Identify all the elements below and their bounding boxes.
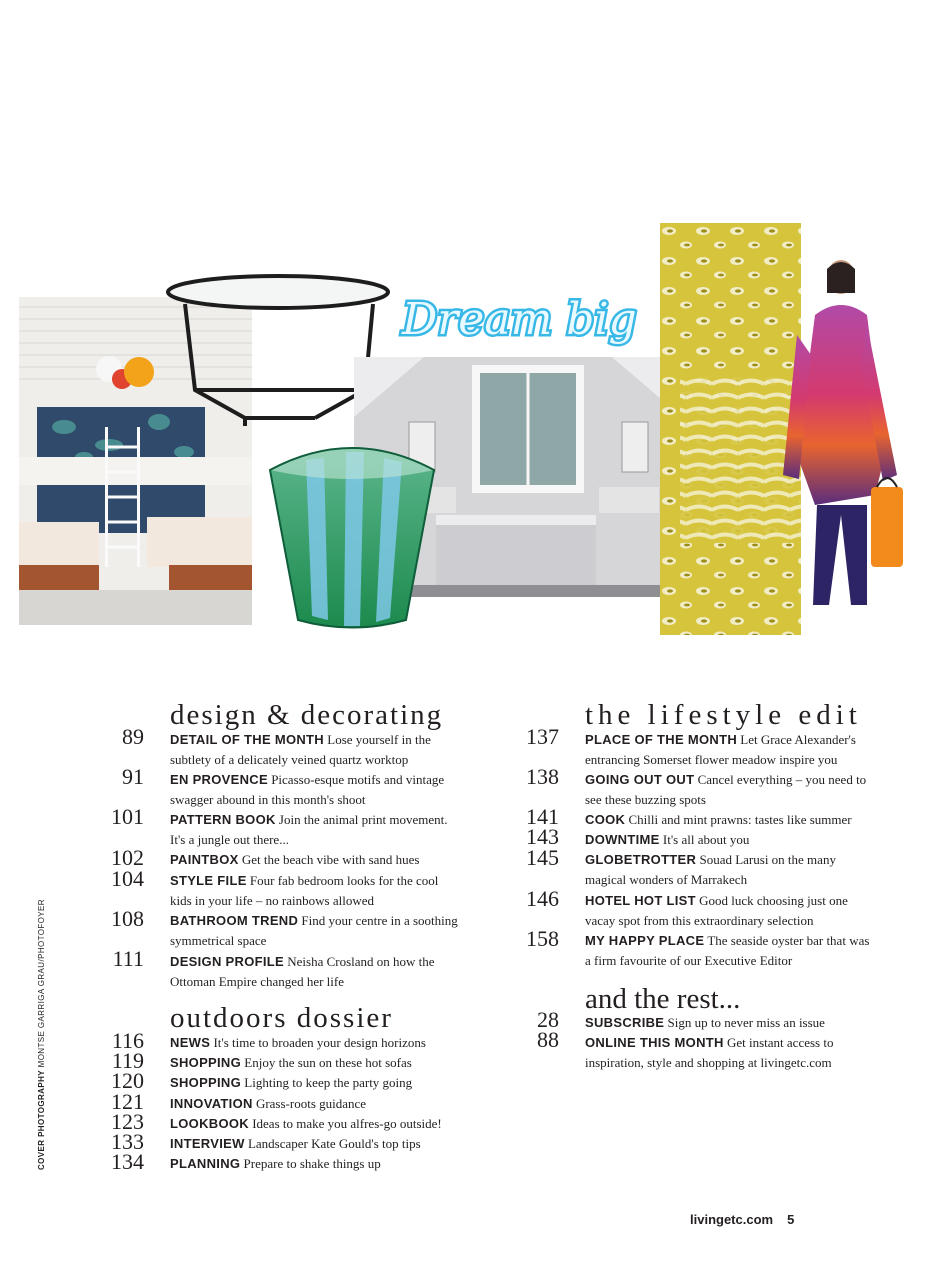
entry-keyword: INTERVIEW	[170, 1136, 245, 1151]
entry-keyword: PAINTBOX	[170, 852, 239, 867]
entry-text	[170, 911, 460, 951]
entry-keyword: SHOPPING	[170, 1055, 242, 1070]
entry-text	[170, 1073, 470, 1093]
entry-text	[585, 891, 875, 931]
entry-description: Cancel everything – you need to see these buzzing spots	[585, 772, 867, 807]
dream-big-neon-sign	[396, 278, 671, 362]
entry-keyword: HOTEL HOT LIST	[585, 893, 696, 908]
page-number: 137	[526, 724, 559, 749]
entry-keyword: GOING OUT OUT	[585, 772, 695, 787]
entry-description: Join the animal print movement. It's a jungle out there...	[170, 812, 448, 847]
striped-glass-tumbler-photo	[266, 430, 438, 630]
entry-keyword: BATHROOM TREND	[170, 913, 299, 928]
entry-text	[585, 850, 875, 890]
page-footer	[690, 1212, 794, 1227]
page-number: 102	[111, 845, 144, 870]
entry-keyword: EN PROVENCE	[170, 772, 268, 787]
entry-description: Let Grace Alexander's entrancing Somerset flower meadow inspire you	[585, 732, 856, 767]
entry-keyword: SUBSCRIBE	[585, 1015, 665, 1030]
entry-description: Chilli and mint prawns: tastes like summer	[628, 812, 852, 827]
page-number: 141	[526, 804, 559, 829]
page-number: 133	[111, 1129, 144, 1154]
page-number: 123	[111, 1109, 144, 1134]
entry-keyword: PATTERN BOOK	[170, 812, 276, 827]
entry-description: Get the beach vibe with sand hues	[241, 852, 420, 867]
page-number: 104	[111, 866, 144, 891]
entry-text	[170, 850, 460, 870]
entry-keyword: INNOVATION	[170, 1096, 253, 1111]
page-number: 101	[111, 804, 144, 829]
entry-keyword: DESIGN PROFILE	[170, 954, 284, 969]
entry-text	[585, 931, 875, 971]
entry-description: It's time to broaden your design horizons	[213, 1035, 426, 1050]
entry-description: Grass-roots guidance	[255, 1096, 367, 1111]
entry-keyword: DOWNTIME	[585, 832, 660, 847]
page-number: 89	[122, 724, 144, 749]
page-number: 111	[112, 946, 144, 971]
page-number: 134	[111, 1149, 144, 1174]
page-number: 146	[526, 886, 559, 911]
entry-description: Sign up to never miss an issue	[667, 1015, 825, 1030]
entry-text	[170, 1154, 470, 1174]
page-number: 108	[111, 906, 144, 931]
page-number: 143	[526, 824, 559, 849]
neon-sign-text: Dream big	[402, 294, 637, 345]
model-in-printed-dress-photo	[775, 255, 910, 635]
entry-description: Lose yourself in the subtlety of a delicately veined quartz worktop	[170, 732, 431, 767]
section-title-outdoors-dossier: outdoors dossier	[170, 1002, 393, 1034]
entry-text	[585, 810, 885, 830]
entry-text	[170, 730, 460, 770]
entry-text	[170, 770, 460, 810]
entry-keyword: GLOBETROTTER	[585, 852, 697, 867]
footer-page-number: 5	[787, 1212, 795, 1227]
page-number: 116	[111, 1028, 144, 1053]
entry-description: Ideas to make you alfres-go outside!	[252, 1116, 442, 1131]
entry-keyword: LOOKBOOK	[170, 1116, 249, 1131]
credit-names: MONTSE GARRIGA GRAU/PHOTOFOYER	[37, 899, 46, 1068]
entry-text	[170, 952, 460, 992]
entry-description: The seaside oyster bar that was a firm favourite of our Executive Editor	[585, 933, 870, 968]
entry-text	[170, 1094, 470, 1114]
credit-label: COVER PHOTOGRAPHY	[37, 1070, 46, 1170]
entry-text	[170, 1114, 470, 1134]
entry-text	[585, 730, 875, 770]
entry-keyword: DETAIL OF THE MONTH	[170, 732, 324, 747]
page-number: 88	[537, 1027, 559, 1052]
entry-description: Get instant access to inspiration, style and shopping at livingetc.com	[585, 1035, 834, 1070]
page-number: 145	[526, 845, 559, 870]
entry-keyword: PLANNING	[170, 1156, 241, 1171]
entry-text	[585, 1013, 885, 1033]
entry-description: Good luck choosing just one vacay spot from this extraordinary selection	[585, 893, 848, 928]
entry-description: Picasso-esque motifs and vintage swagger abound in this month's shoot	[170, 772, 445, 807]
entry-text	[170, 1134, 470, 1154]
page-number: 91	[122, 764, 144, 789]
entry-text	[170, 810, 460, 850]
entry-description: Four fab bedroom looks for the cool kids in your life – no rainbows allowed	[170, 873, 439, 908]
section-title-design-decorating: design & decorating	[170, 699, 444, 731]
page-number: 28	[537, 1007, 559, 1032]
entry-text	[585, 1033, 875, 1073]
entry-description: Prepare to shake things up	[243, 1156, 381, 1171]
entry-text	[170, 1033, 470, 1053]
entry-keyword: PLACE OF THE MONTH	[585, 732, 738, 747]
entry-text	[585, 770, 875, 810]
page-number: 121	[111, 1089, 144, 1114]
entry-keyword: MY HAPPY PLACE	[585, 933, 705, 948]
entry-description: Find your centre in a soothing symmetrical space	[170, 913, 458, 948]
entry-description: Lighting to keep the party going	[244, 1075, 413, 1090]
page-number: 158	[526, 926, 559, 951]
entry-description: Neisha Crosland on how the Ottoman Empire changed her life	[170, 954, 435, 989]
page-number: 119	[111, 1048, 144, 1073]
entry-keyword: ONLINE THIS MONTH	[585, 1035, 724, 1050]
entry-description: Enjoy the sun on these hot sofas	[244, 1055, 412, 1070]
page-number: 138	[526, 764, 559, 789]
section-title-and-the-rest: and the rest...	[585, 983, 741, 1015]
entry-description: Souad Larusi on the many magical wonders of Marrakech	[585, 852, 836, 887]
page-number: 120	[111, 1068, 144, 1093]
entry-keyword: SHOPPING	[170, 1075, 242, 1090]
footer-site-link[interactable]: livingetc.com	[690, 1212, 774, 1227]
cover-photography-credit	[37, 899, 46, 1170]
entry-text	[170, 871, 460, 911]
entry-text	[585, 830, 885, 850]
entry-description: It's all about you	[662, 832, 750, 847]
entry-description: Landscaper Kate Gould's top tips	[247, 1136, 421, 1151]
section-title-lifestyle-edit: the lifestyle edit	[585, 699, 862, 731]
entry-keyword: COOK	[585, 812, 626, 827]
entry-text	[170, 1053, 470, 1073]
entry-keyword: NEWS	[170, 1035, 211, 1050]
entry-keyword: STYLE FILE	[170, 873, 247, 888]
